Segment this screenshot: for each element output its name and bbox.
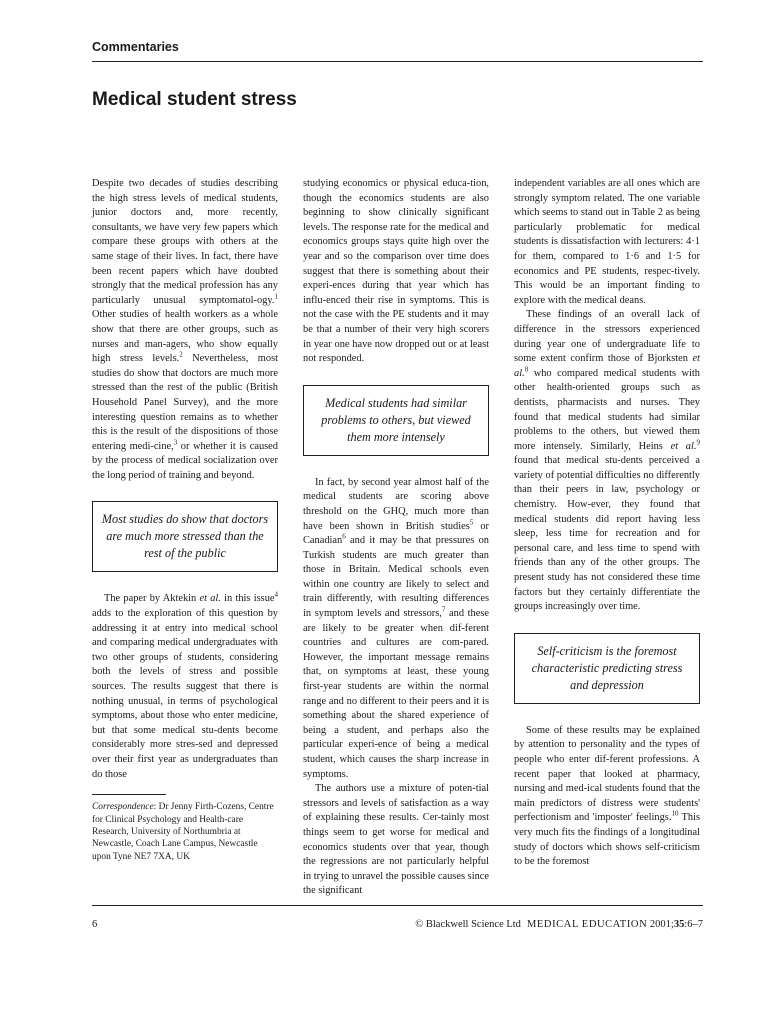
- page-number: 6: [92, 919, 98, 930]
- text-column-1: [92, 177, 278, 863]
- paragraph: Some of these results may be explained by attention to personality and the types of people who enter dif-ferent professions. A recent paper that looked at pharmacy, nursing and med-ical students found that the main predictors of distress were students' perfectionism and 'imposter' feelings.$^{10}$ This very much fits the findings of a longitudinal study of doctors which shows self-criticism to be the foremost: [514, 724, 700, 868]
- footer-rule: [92, 905, 703, 906]
- correspondence-rule: [92, 794, 166, 795]
- paragraph: The paper by Aktekin et al. in this issue$^4$ adds to the exploration of this question by addressing it at entry into medical school and comparing medical undergraduates with two other groups of students, considering both the levels of stress and possible sources. The results suggest that there is nothing unusual, in terms of psychological symptoms, about those who enter medicine, but that some medical stu-dents become considerably more stres-sed and depressed over their first year as undergraduates than do those: [92, 591, 278, 780]
- section-label: Commentaries: [92, 40, 179, 54]
- paragraph: In fact, by second year almost half of the medical students are scoring above threshold on the GHQ, much more than have been shown in British studies$^5$ or Canadian$^6$ and it may be that pressures on Turkish students are much greater than those in Britain. Medical schools even within one country are likely to select and train differently, with resulting differences in symptom levels and stressors,$^7$ and these are likely to be greater when dif-ferent countries and cultures are com-pared. However, the important message remains that, on symptoms at least, these young first-year students are within the normal range and no different to their peers and it is something about the shared experience of being a student, and perhaps also the particular experi-ence of being a medical student, which causes the sharp increase in symptoms.: [303, 476, 489, 780]
- header-rule: [92, 61, 703, 62]
- paragraph: independent variables are all ones which are strongly symptom related. The one variable which seems to stand out in Table 2 as being particularly problematic for medical students is dissatisfaction with lecturers: 4·1 for them, compared to 1·6 and 1·5 for economics and PE students, respec-tively. This would be an important finding to explore with the medical deans.: [514, 178, 700, 306]
- text-column-2: [303, 177, 489, 899]
- pull-quote: Medical students had similar problems to others, but viewed them more intensely: [303, 385, 489, 456]
- journal-citation: © Blackwell Science Ltd MEDICAL EDUCATION 2001;35:6–7: [415, 919, 703, 930]
- text-column-3: [514, 177, 700, 870]
- article-title: Medical student stress: [92, 89, 297, 110]
- pull-quote: Most studies do show that doctors are much more stressed than the rest of the public: [92, 501, 278, 572]
- paragraph: studying economics or physical educa-tion, though the economics students are also beginning to show clinically significant levels. The response rate for the medical and economics groups stays quite high over the year and so the comparison over time does suggest that there is something about their experi-ences during that year which has influ-enced their rise in symptoms. This is not the case with the PE students and it may be that a number of their very high scorers in year one have now dropped out or at least not responded.: [303, 178, 489, 365]
- pull-quote: Self-criticism is the foremost characteristic predicting stress and depression: [514, 633, 700, 704]
- paragraph: The authors use a mixture of poten-tial stressors and levels of satisfaction as a way of explaining these results. Cer-tainly most things seem to get worse for medical and economics students over that year, though the regressions are not particularly helpful in trying to unravel the possible causes since the significant: [303, 783, 489, 897]
- paragraph: These findings of an overall lack of difference in the stressors experienced during year one of undergraduate life to some extent confirm those of Bjorksten et al.$^8$ who compared medical students with other health-oriented groups such as dentists, pharmacists and nurses. They found that medical students had similar problems to the others, but viewed them more intensely. Similarly, Heins et al.$^9$ found that medical stu-dents perceived a variety of potential difficulties no differently than their peers in law, psychology or chemistry. How-ever, they found that medical students did report having less sleep, less time for recreation and for personal care, and less time to spend with friends than any of the other groups. The present study has not considered these time factors but they certainly differentiate the groups increasingly over time.: [514, 309, 700, 613]
- correspondence-note: Correspondence: Dr Jenny Firth-Cozens, Centre for Clinical Psychology and Health-care Research, University of Northumbria at Newcastle, Coach Lane Campus, Newcastle upon Tyne NE7 7XA, UK: [92, 802, 274, 862]
- paragraph: Despite two decades of studies describing the high stress levels of medical students, junior doctors and, more recently, consultants, we have very few papers which compare these groups with others at the same stage of their lives. In fact, there have been recent papers which have doubted strongly that the medical profession has any particularly unusual symptomatol-ogy.$^1$ Other studies of health workers as a whole show that there are other groups, such as nurses and man-agers, who show equally high stress levels.$^2$ Nevertheless, most studies do show that doctors are much more stressed than the rest of the public (British Household Panel Survey), and the more interesting question remains as to whether this is the result of the dispositions of those entering medi-cine,$^3$ or whether it is caused by the process of medical socialization over the long period of training and beyond.: [92, 178, 278, 481]
